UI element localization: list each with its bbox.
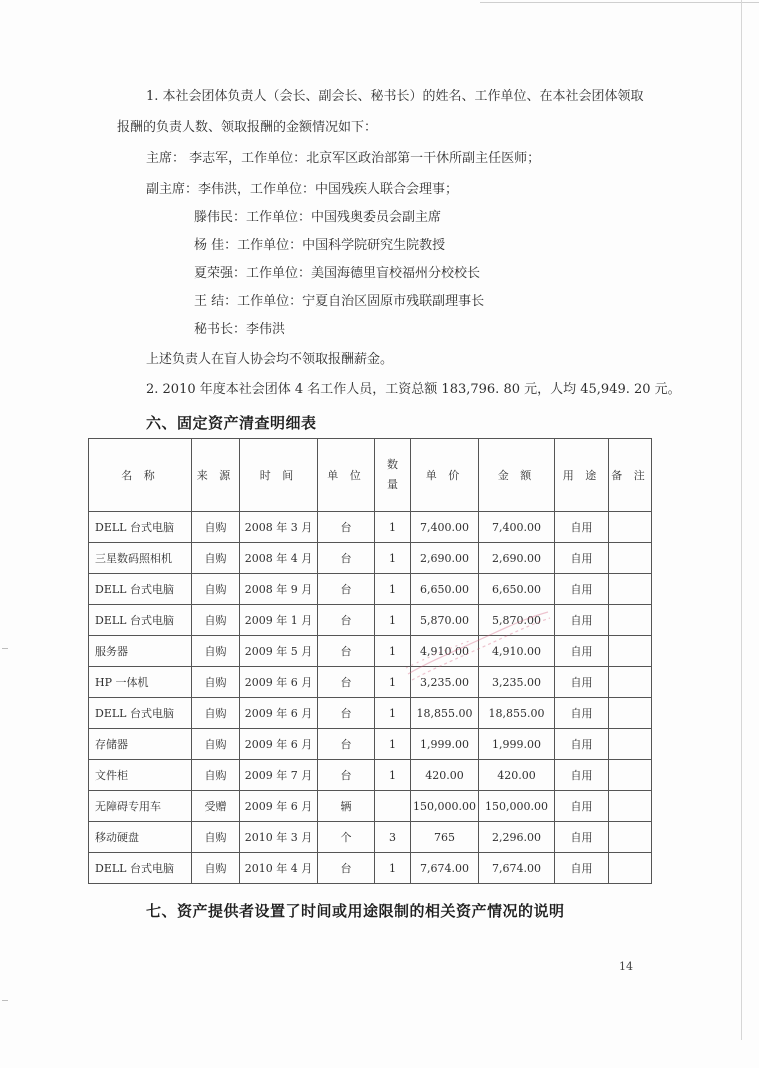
chair-line: 主席： 李志军，工作单位：北京军区政治部第一干休所副主任医师； [146,151,541,166]
cell-source: 自购 [192,605,240,636]
scan-edge-top [480,2,759,3]
cell-unit: 台 [318,605,375,636]
cell-amount: 18,855.00 [479,698,555,729]
cell-source: 自购 [192,822,240,853]
cell-use: 自用 [555,512,609,543]
cell-name: 无障碍专用车 [89,791,192,822]
vice-chair-4-line: 夏荣强：工作单位：美国海德里盲校福州分校校长 [194,266,481,281]
cell-remark [609,667,652,698]
cell-time: 2009 年 6 月 [240,729,318,760]
vice-chair-3-line: 杨 佳：工作单位：中国科学院研究生院教授 [194,238,446,253]
table-row [89,574,652,605]
vice-chair-line: 副主席：李伟洪，工作单位：中国残疾人联合会理事； [146,182,459,197]
cell-qty: 1 [375,605,411,636]
cell-use: 自用 [555,791,609,822]
cell-remark [609,822,652,853]
cell-qty: 1 [375,698,411,729]
cell-qty: 1 [375,853,411,884]
cell-use: 自用 [555,822,609,853]
cell-name: DELL 台式电脑 [89,853,192,884]
cell-remark [609,729,652,760]
cell-unit: 辆 [318,791,375,822]
section-7-title: 七、资产提供者设置了时间或用途限制的相关资产情况的说明 [146,902,565,920]
cell-qty: 1 [375,512,411,543]
cell-unit: 台 [318,574,375,605]
cell-remark [609,698,652,729]
cell-unit: 台 [318,729,375,760]
cell-unit: 台 [318,512,375,543]
cell-time: 2008 年 3 月 [240,512,318,543]
cell-name: DELL 台式电脑 [89,574,192,605]
cell-qty [375,791,411,822]
cell-source: 自购 [192,698,240,729]
cell-time: 2009 年 7 月 [240,760,318,791]
cell-price: 18,855.00 [411,698,479,729]
cell-time: 2008 年 9 月 [240,574,318,605]
header-qty: 数 量 [375,439,411,512]
cell-price: 1,999.00 [411,729,479,760]
cell-time: 2009 年 6 月 [240,791,318,822]
cell-use: 自用 [555,729,609,760]
cell-price: 7,674.00 [411,853,479,884]
note-line: 上述负责人在盲人协会均不领取报酬薪金。 [146,352,394,367]
cell-use: 自用 [555,667,609,698]
table-row [89,853,652,884]
cell-source: 自购 [192,853,240,884]
cell-use: 自用 [555,760,609,791]
cell-use: 自用 [555,636,609,667]
table-row [89,543,652,574]
vice-chair-5-line: 王 结：工作单位：宁夏自治区固原市残联副理事长 [194,294,485,309]
cell-unit: 台 [318,543,375,574]
scan-edge-right [741,0,742,1040]
cell-amount: 420.00 [479,760,555,791]
cell-qty: 1 [375,574,411,605]
cell-amount: 1,999.00 [479,729,555,760]
header-use: 用 途 [555,439,609,512]
staff-line: 2. 2010 年度本社会团体 4 名工作人员，工资总额 183,796. 80 元，人均 45,949. 20 元。 [146,382,681,397]
header-source: 来 源 [192,439,240,512]
cell-source: 自购 [192,667,240,698]
cell-price: 2,690.00 [411,543,479,574]
cell-amount: 7,674.00 [479,853,555,884]
cell-price: 7,400.00 [411,512,479,543]
cell-use: 自用 [555,605,609,636]
table-row [89,729,652,760]
header-price: 单 价 [411,439,479,512]
table-row [89,636,652,667]
cell-amount: 150,000.00 [479,791,555,822]
table-row [89,698,652,729]
cell-source: 自购 [192,636,240,667]
header-unit: 单 位 [318,439,375,512]
cell-remark [609,605,652,636]
cell-source: 自购 [192,574,240,605]
cell-qty: 1 [375,636,411,667]
cell-name: DELL 台式电脑 [89,698,192,729]
table-row [89,667,652,698]
cell-price: 150,000.00 [411,791,479,822]
cell-remark [609,636,652,667]
cell-source: 受赠 [192,791,240,822]
cell-name: 文件柜 [89,760,192,791]
paragraph-1-line-1: 1. 本社会团体负责人（会长、副会长、秘书长）的姓名、工作单位、在本社会团体领取 [146,89,644,104]
cell-amount: 5,870.00 [479,605,555,636]
cell-source: 自购 [192,543,240,574]
cell-time: 2009 年 1 月 [240,605,318,636]
scan-mark [2,648,8,649]
fixed-assets-table [88,438,652,884]
cell-price: 420.00 [411,760,479,791]
cell-amount: 7,400.00 [479,512,555,543]
cell-use: 自用 [555,574,609,605]
cell-name: 存储器 [89,729,192,760]
cell-time: 2009 年 5 月 [240,636,318,667]
cell-name: 移动硬盘 [89,822,192,853]
cell-amount: 6,650.00 [479,574,555,605]
cell-qty: 3 [375,822,411,853]
cell-amount: 4,910.00 [479,636,555,667]
cell-unit: 台 [318,636,375,667]
cell-use: 自用 [555,698,609,729]
cell-qty: 1 [375,729,411,760]
cell-source: 自购 [192,760,240,791]
cell-remark [609,791,652,822]
cell-price: 5,870.00 [411,605,479,636]
cell-unit: 台 [318,853,375,884]
cell-remark [609,574,652,605]
cell-amount: 2,296.00 [479,822,555,853]
cell-use: 自用 [555,543,609,574]
cell-price: 765 [411,822,479,853]
cell-amount: 3,235.00 [479,667,555,698]
secretary-line: 秘书长：李伟洪 [194,322,286,337]
cell-source: 自购 [192,729,240,760]
cell-unit: 台 [318,667,375,698]
cell-unit: 个 [318,822,375,853]
table-row [89,791,652,822]
cell-name: 服务器 [89,636,192,667]
vice-chair-2-line: 滕伟民：工作单位：中国残奥委员会副主席 [194,210,442,225]
cell-unit: 台 [318,760,375,791]
cell-qty: 1 [375,760,411,791]
header-remark: 备 注 [609,439,652,512]
cell-unit: 台 [318,698,375,729]
cell-name: DELL 台式电脑 [89,605,192,636]
table-row [89,512,652,543]
cell-time: 2010 年 4 月 [240,853,318,884]
cell-source: 自购 [192,512,240,543]
section-6-title: 六、固定资产清查明细表 [146,414,317,432]
scan-mark [2,1000,8,1001]
cell-remark [609,853,652,884]
table-row [89,822,652,853]
cell-amount: 2,690.00 [479,543,555,574]
cell-remark [609,543,652,574]
cell-name: HP 一体机 [89,667,192,698]
cell-use: 自用 [555,853,609,884]
cell-qty: 1 [375,667,411,698]
header-time: 时 间 [240,439,318,512]
cell-qty: 1 [375,543,411,574]
cell-price: 6,650.00 [411,574,479,605]
cell-name: DELL 台式电脑 [89,512,192,543]
cell-price: 4,910.00 [411,636,479,667]
table-row [89,605,652,636]
cell-time: 2009 年 6 月 [240,667,318,698]
cell-remark [609,512,652,543]
cell-time: 2008 年 4 月 [240,543,318,574]
cell-price: 3,235.00 [411,667,479,698]
page-number: 14 [619,960,633,973]
paragraph-1-line-2: 报酬的负责人数、领取报酬的金额情况如下： [117,120,378,135]
table-header-row [89,439,652,512]
cell-time: 2009 年 6 月 [240,698,318,729]
header-name: 名 称 [89,439,192,512]
table-row [89,760,652,791]
header-amount: 金 额 [479,439,555,512]
cell-time: 2010 年 3 月 [240,822,318,853]
cell-remark [609,760,652,791]
cell-name: 三星数码照相机 [89,543,192,574]
